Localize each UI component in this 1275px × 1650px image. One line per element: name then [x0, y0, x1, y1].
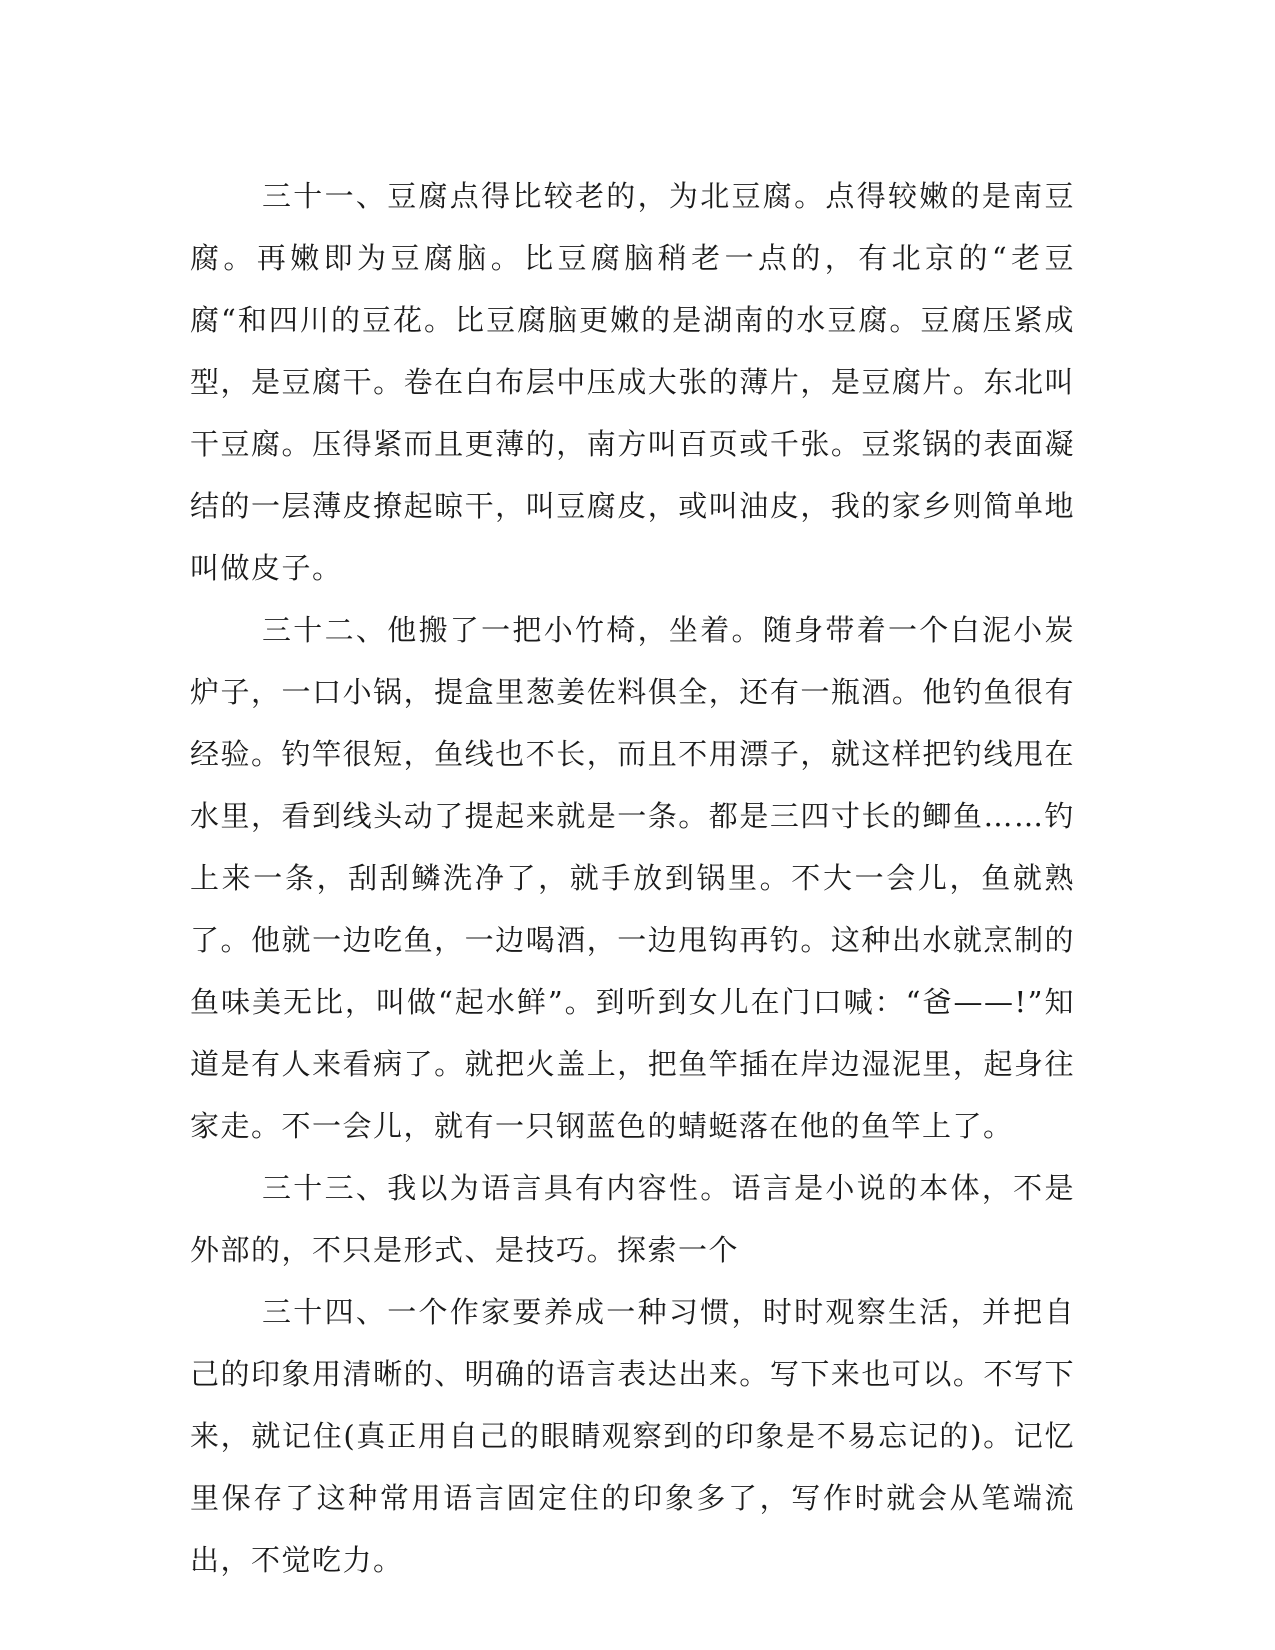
- paragraph-31: 三十一、豆腐点得比较老的，为北豆腐。点得较嫩的是南豆腐。再嫩即为豆腐脑。比豆腐脑稍老一点的，有北京的“老豆腐“和四川的豆花。比豆腐脑更嫩的是湖南的水豆腐。豆腐压紧成型，是豆腐干。卷在白布层中压成大张的薄片，是豆腐片。东北叫干豆腐。压得紧而且更薄的，南方叫百页或千张。豆浆锅的表面凝结的一层薄皮撩起晾干，叫豆腐皮，或叫油皮，我的家乡则简单地叫做皮子。: [190, 179, 1075, 585]
- paragraph-32: 三十二、他搬了一把小竹椅，坐着。随身带着一个白泥小炭炉子，一口小锅，提盒里葱姜佐料俱全，还有一瓶酒。他钓鱼很有经验。钓竿很短，鱼线也不长，而且不用漂子，就这样把钓线甩在水里，看到线头动了提起来就是一条。都是三四寸长的鲫鱼……钓上来一条，刮刮鳞洗净了，就手放到锅里。不大一会儿，鱼就熟了。他就一边吃鱼，一边喝酒，一边甩钩再钓。这种出水就烹制的鱼味美无比，叫做“起水鲜”。到听到女儿在门口喊：“爸——!”知道是有人来看病了。就把火盖上，把鱼竿插在岸边湿泥里，起身往家走。不一会儿，就有一只钢蓝色的蜻蜓落在他的鱼竿上了。: [190, 613, 1075, 1143]
- paragraph-34: 三十四、一个作家要养成一种习惯，时时观察生活，并把自己的印象用清晰的、明确的语言表达出来。写下来也可以。不写下来，就记住(真正用自己的眼睛观察到的印象是不易忘记的)。记忆里保存了这种常用语言固定住的印象多了，写作时就会从笔端流出，不觉吃力。: [190, 1295, 1075, 1577]
- paragraph-33: 三十三、我以为语言具有内容性。语言是小说的本体，不是外部的，不只是形式、是技巧。探索一个: [190, 1171, 1075, 1267]
- document-body: [190, 165, 1075, 1591]
